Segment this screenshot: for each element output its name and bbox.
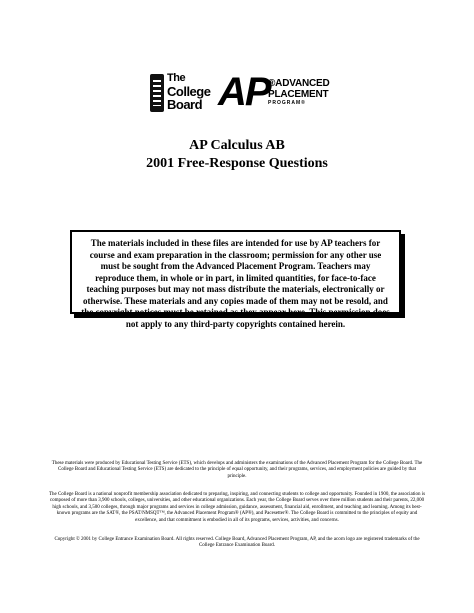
college-board-line3: Board [167,97,203,112]
acorn-shield-icon [150,74,164,112]
footer-copyright-text: Copyright © 2001 by College Entrance Examination Board. All rights reserved. College Board, Advanced Placement Program, AP, and the acorn logo are registered trademarks of the College Entrance Examination Board. [54,537,420,549]
college-board-logo [150,72,210,114]
ap-word-placement: PLACEMENT [268,89,329,100]
footer-ets-text: These materials were produced by Educational Testing Service (ETS), which develops and administers the examinations of the Advanced Placement Program for the College Board. The College Board and Educational Testing Service (ETS) are dedicated to the principle of equal opportunity, and their programs, services, and employment policies are guided by that principle. [51,461,423,479]
college-board-wordmark [167,72,215,111]
footer-ets-paragraph [48,461,426,480]
permission-notice-box: The materials included in these files are intended for use by AP teachers for course and exam preparation in the classroom; permission for any other use must be sought from the Advanced Placement Program. Teachers may reproduce them, in whole or in part, in limited quantities, for face-to-face teaching purposes but may not mass distribute the materials, electronically or otherwise. These materials and any copies made of them may not be resold, and the copyright notices must be retained as they appear here. This permission does not apply to any third-party copyrights contained herein. [70,230,401,314]
ap-wordmark [268,78,338,107]
ap-word-advanced: ®ADVANCED [268,78,330,89]
college-board-line1: The [167,72,186,84]
ap-word-program: PROGRAM® [268,100,306,106]
footer-college-board-text: The College Board is a national nonprofit membership association dedicated to preparing, inspiring, and connecting students to college and opportunity. Founded in 1900, the association is composed of more than 3,900 schools, colleges, universities, and other educational organizations. Each year, the College Board serves over three million students and their parents, 22,000 high schools, and 3,500 colleges, through major programs and services in college admission, guidance, assessment, financial aid, enrollment, and teaching and learning. Among its best-known programs are the SAT®, the PSAT/NMSQT™, the Advanced Placement Program® (AP®), and Pacesetter®. The College Board is committed to the principles of equity and excellence, and that commitment is embodied in all of its programs, services, activities, and concerns. [48,492,426,523]
page-title: AP Calculus AB [189,138,285,153]
footer-college-board-paragraph [48,492,426,524]
footer-copyright-paragraph [48,537,426,550]
page-subtitle: 2001 Free-Response Questions [146,156,328,171]
college-board-line2: College [167,84,211,99]
ap-mark: AP [218,70,270,114]
ap-program-logo [218,70,330,114]
